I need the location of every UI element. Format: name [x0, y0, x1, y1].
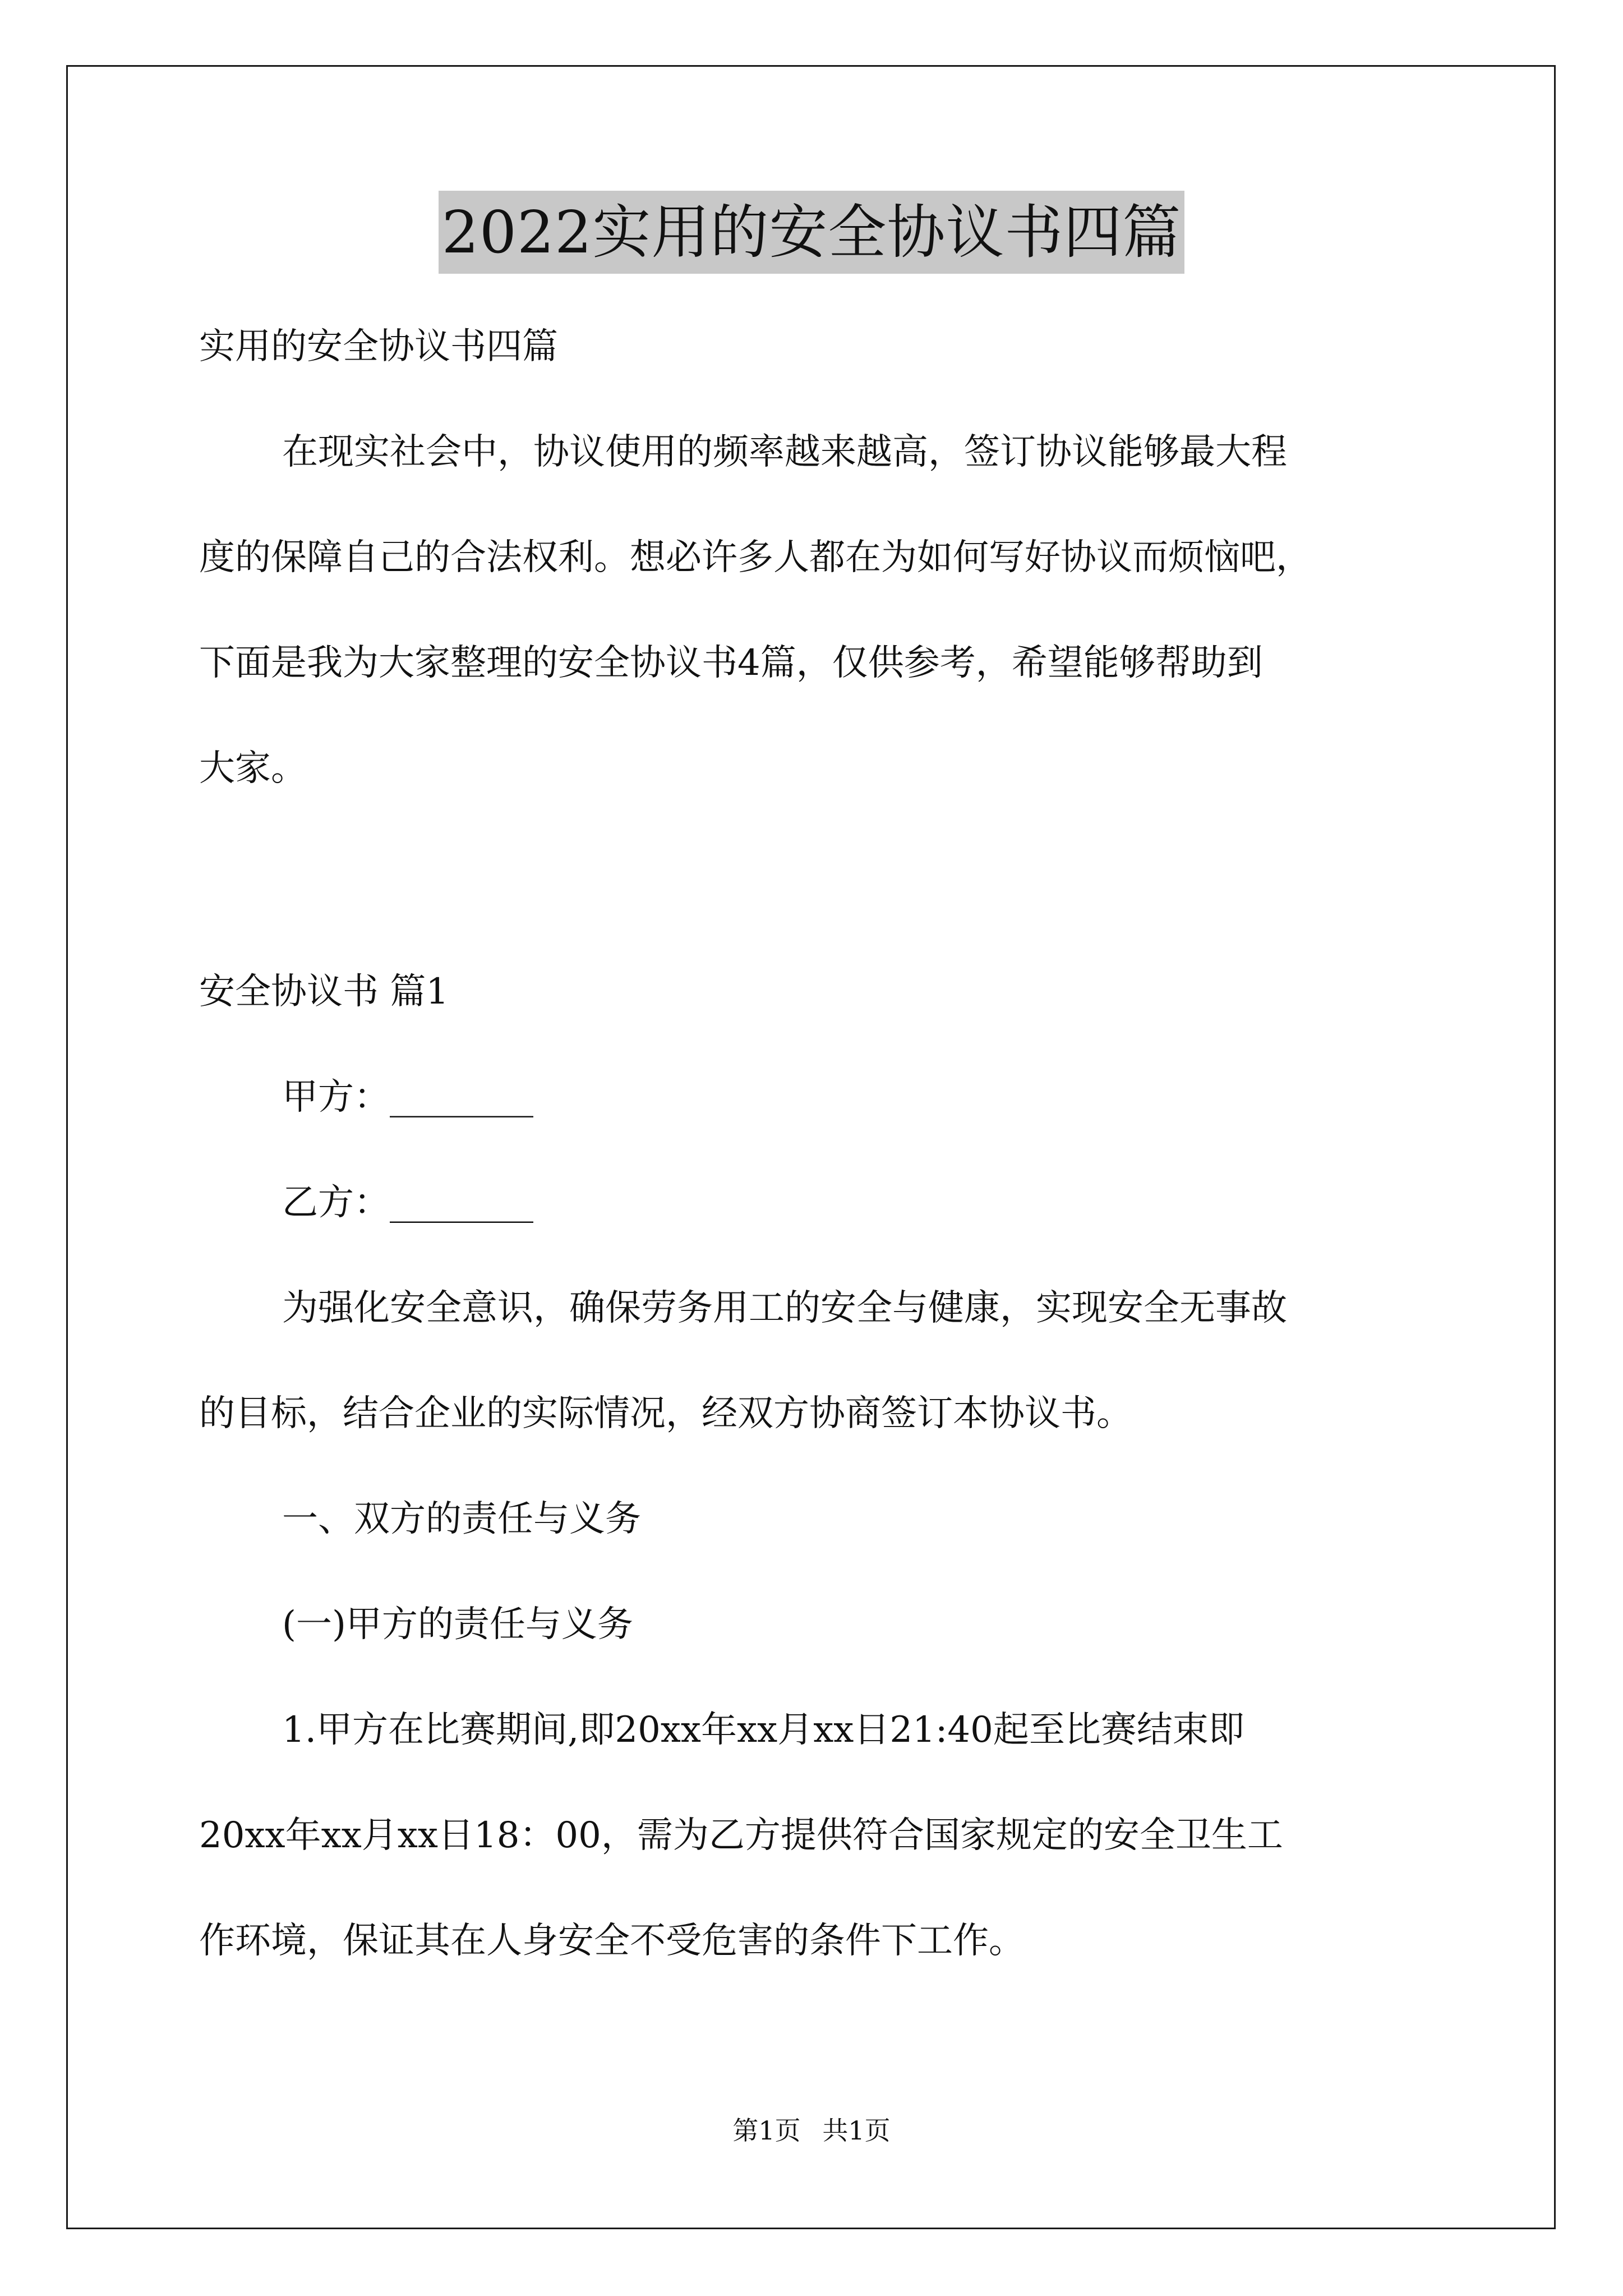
page-footer [0, 2114, 1623, 2147]
intro-line: 在现实社会中，协议使用的频率越来越高，签订协议能够最大程 [282, 431, 1287, 473]
spacer [199, 1335, 1433, 1387]
spacer [199, 479, 1433, 531]
document-body [199, 320, 1433, 1968]
document-subtitle: 实用的安全协议书四篇 [199, 326, 558, 367]
title-container [0, 191, 1623, 274]
spacer [199, 1546, 1433, 1598]
clause-subheading: (一)甲方的责任与义务 [282, 1604, 633, 1645]
party-b-field: 乙方：________ [282, 1182, 533, 1223]
spacer [199, 690, 1433, 742]
clause-heading: 一、双方的责任与义务 [282, 1498, 641, 1540]
party-a-field: 甲方：________ [282, 1076, 533, 1118]
item-line: 1.甲方在比赛期间,即20xx年xx月xx日21:40起至比赛结束即 [282, 1709, 1244, 1751]
intro-line: 度的保障自己的合法权利。想必许多人都在为如何写好协议而烦恼吧， [199, 537, 1312, 578]
spacer [199, 1862, 1433, 1914]
intro-line: 大家。 [199, 748, 307, 789]
item-line: 作环境，保证其在人身安全不受危害的条件下工作。 [199, 1920, 1025, 1962]
section-heading: 安全协议书 篇1 [199, 971, 449, 1013]
spacer [199, 1230, 1433, 1281]
purpose-line: 的目标，结合企业的实际情况，经双方协商签订本协议书。 [199, 1393, 1132, 1434]
spacer [199, 585, 1433, 636]
spacer [199, 1757, 1433, 1809]
intro-line: 下面是我为大家整理的安全协议书4篇，仅供参考，希望能够帮助到 [199, 642, 1263, 684]
spacer [199, 1124, 1433, 1176]
spacer [199, 1441, 1433, 1492]
spacer [199, 1651, 1433, 1703]
spacer [199, 795, 1433, 847]
page-number-total: 共1页 [822, 2115, 891, 2146]
spacer [199, 847, 1433, 965]
spacer [199, 374, 1433, 425]
document-title: 2022实用的安全协议书四篇 [439, 191, 1185, 274]
item-line: 20xx年xx月xx日18：00，需为乙方提供符合国家规定的安全卫生工 [199, 1815, 1283, 1856]
page-number-current: 第1页 [732, 2115, 801, 2146]
spacer [199, 1019, 1433, 1070]
purpose-line: 为强化安全意识，确保劳务用工的安全与健康，实现安全无事故 [282, 1287, 1287, 1329]
